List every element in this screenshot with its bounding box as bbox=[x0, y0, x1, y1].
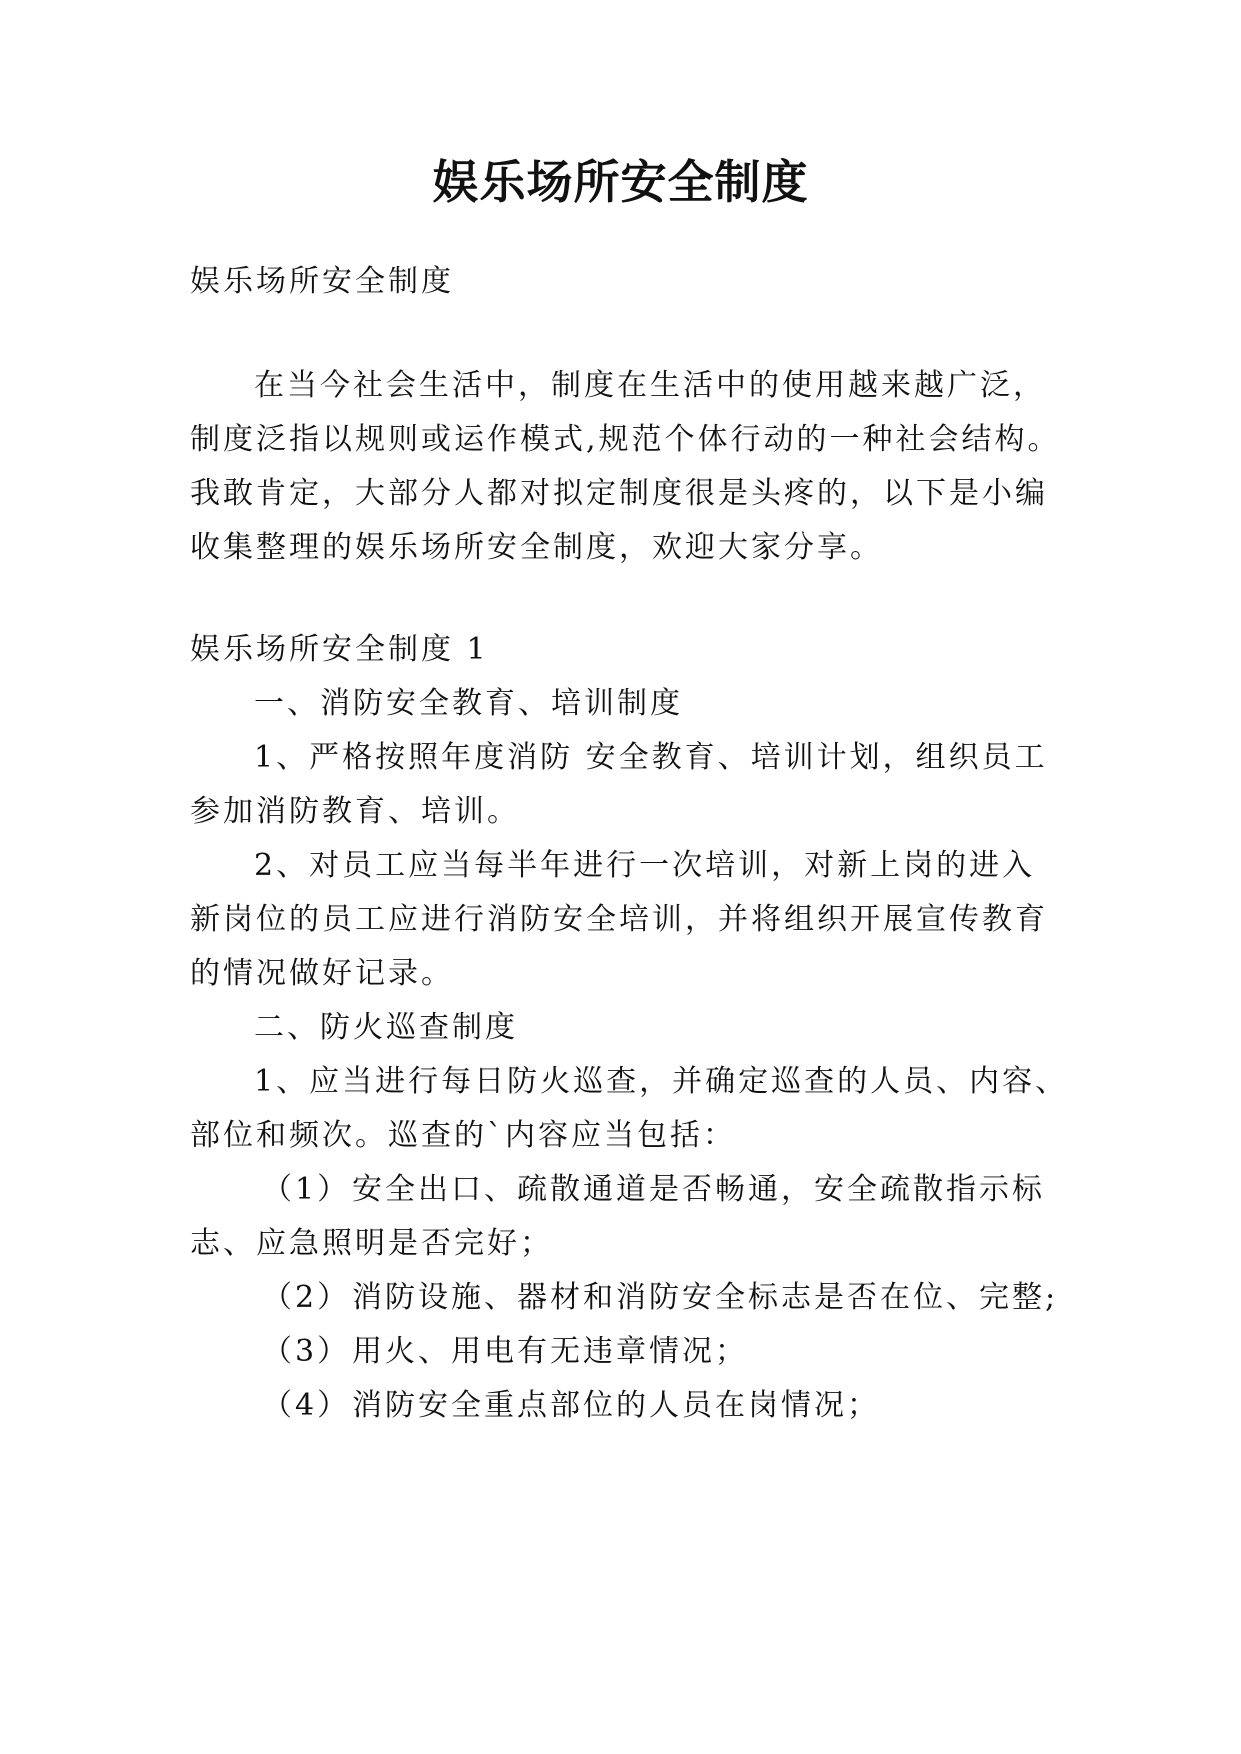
paragraph-line: 部位和频次。巡查的`内容应当包括： bbox=[190, 1118, 736, 1153]
sub-item-text: 用火、用电有无违章情况； bbox=[352, 1334, 748, 1369]
paragraph-line: 1、严格按照年度消防 安全教育、培训计划，组织员工 bbox=[254, 740, 1048, 775]
paragraph-line: 1、应当进行每日防火巡查，并确定巡查的人员、内容、 bbox=[254, 1064, 1069, 1099]
part1-heading: 一、消防安全教育、培训制度 bbox=[254, 686, 683, 721]
section-heading: 娱乐场所安全制度 1 bbox=[190, 632, 489, 667]
sub-item-number: （1） bbox=[262, 1172, 351, 1207]
paragraph-line: 参加消防教育、培训。 bbox=[190, 794, 520, 829]
sub-item-number: （2） bbox=[262, 1280, 351, 1315]
paragraph-line: 新岗位的员工应进行消防安全培训，并将组织开展宣传教育 bbox=[190, 902, 1048, 937]
intro-line: 制度泛指以规则或运作模式,规范个体行动的一种社会结构。 bbox=[190, 422, 1061, 457]
intro-line: 我敢肯定，大部分人都对拟定制度很是头疼的，以下是小编 bbox=[190, 476, 1048, 511]
sub-item-text: 志、应急照明是否完好； bbox=[190, 1226, 553, 1261]
sub-item-text: 消防安全重点部位的人员在岗情况； bbox=[352, 1388, 880, 1423]
part2-heading: 二、防火巡查制度 bbox=[254, 1010, 518, 1045]
intro-line: 在当今社会生活中，制度在生活中的使用越来越广泛， bbox=[254, 368, 1046, 403]
intro-line: 收集整理的娱乐场所安全制度，欢迎大家分享。 bbox=[190, 530, 883, 565]
document-subtitle: 娱乐场所安全制度 bbox=[190, 264, 454, 299]
sub-item-number: （3） bbox=[262, 1334, 351, 1369]
paragraph-line: 的情况做好记录。 bbox=[190, 956, 454, 991]
paragraph-line: 2、对员工应当每半年进行一次培训，对新上岗的进入 bbox=[254, 848, 1036, 883]
sub-item-text: 安全出口、疏散通道是否畅通，安全疏散指示标 bbox=[352, 1172, 1045, 1207]
sub-item-number: （4） bbox=[262, 1388, 351, 1423]
document-title: 娱乐场所安全制度 bbox=[432, 155, 809, 209]
sub-item-text: 消防设施、器材和消防安全标志是否在位、完整; bbox=[352, 1280, 1059, 1315]
